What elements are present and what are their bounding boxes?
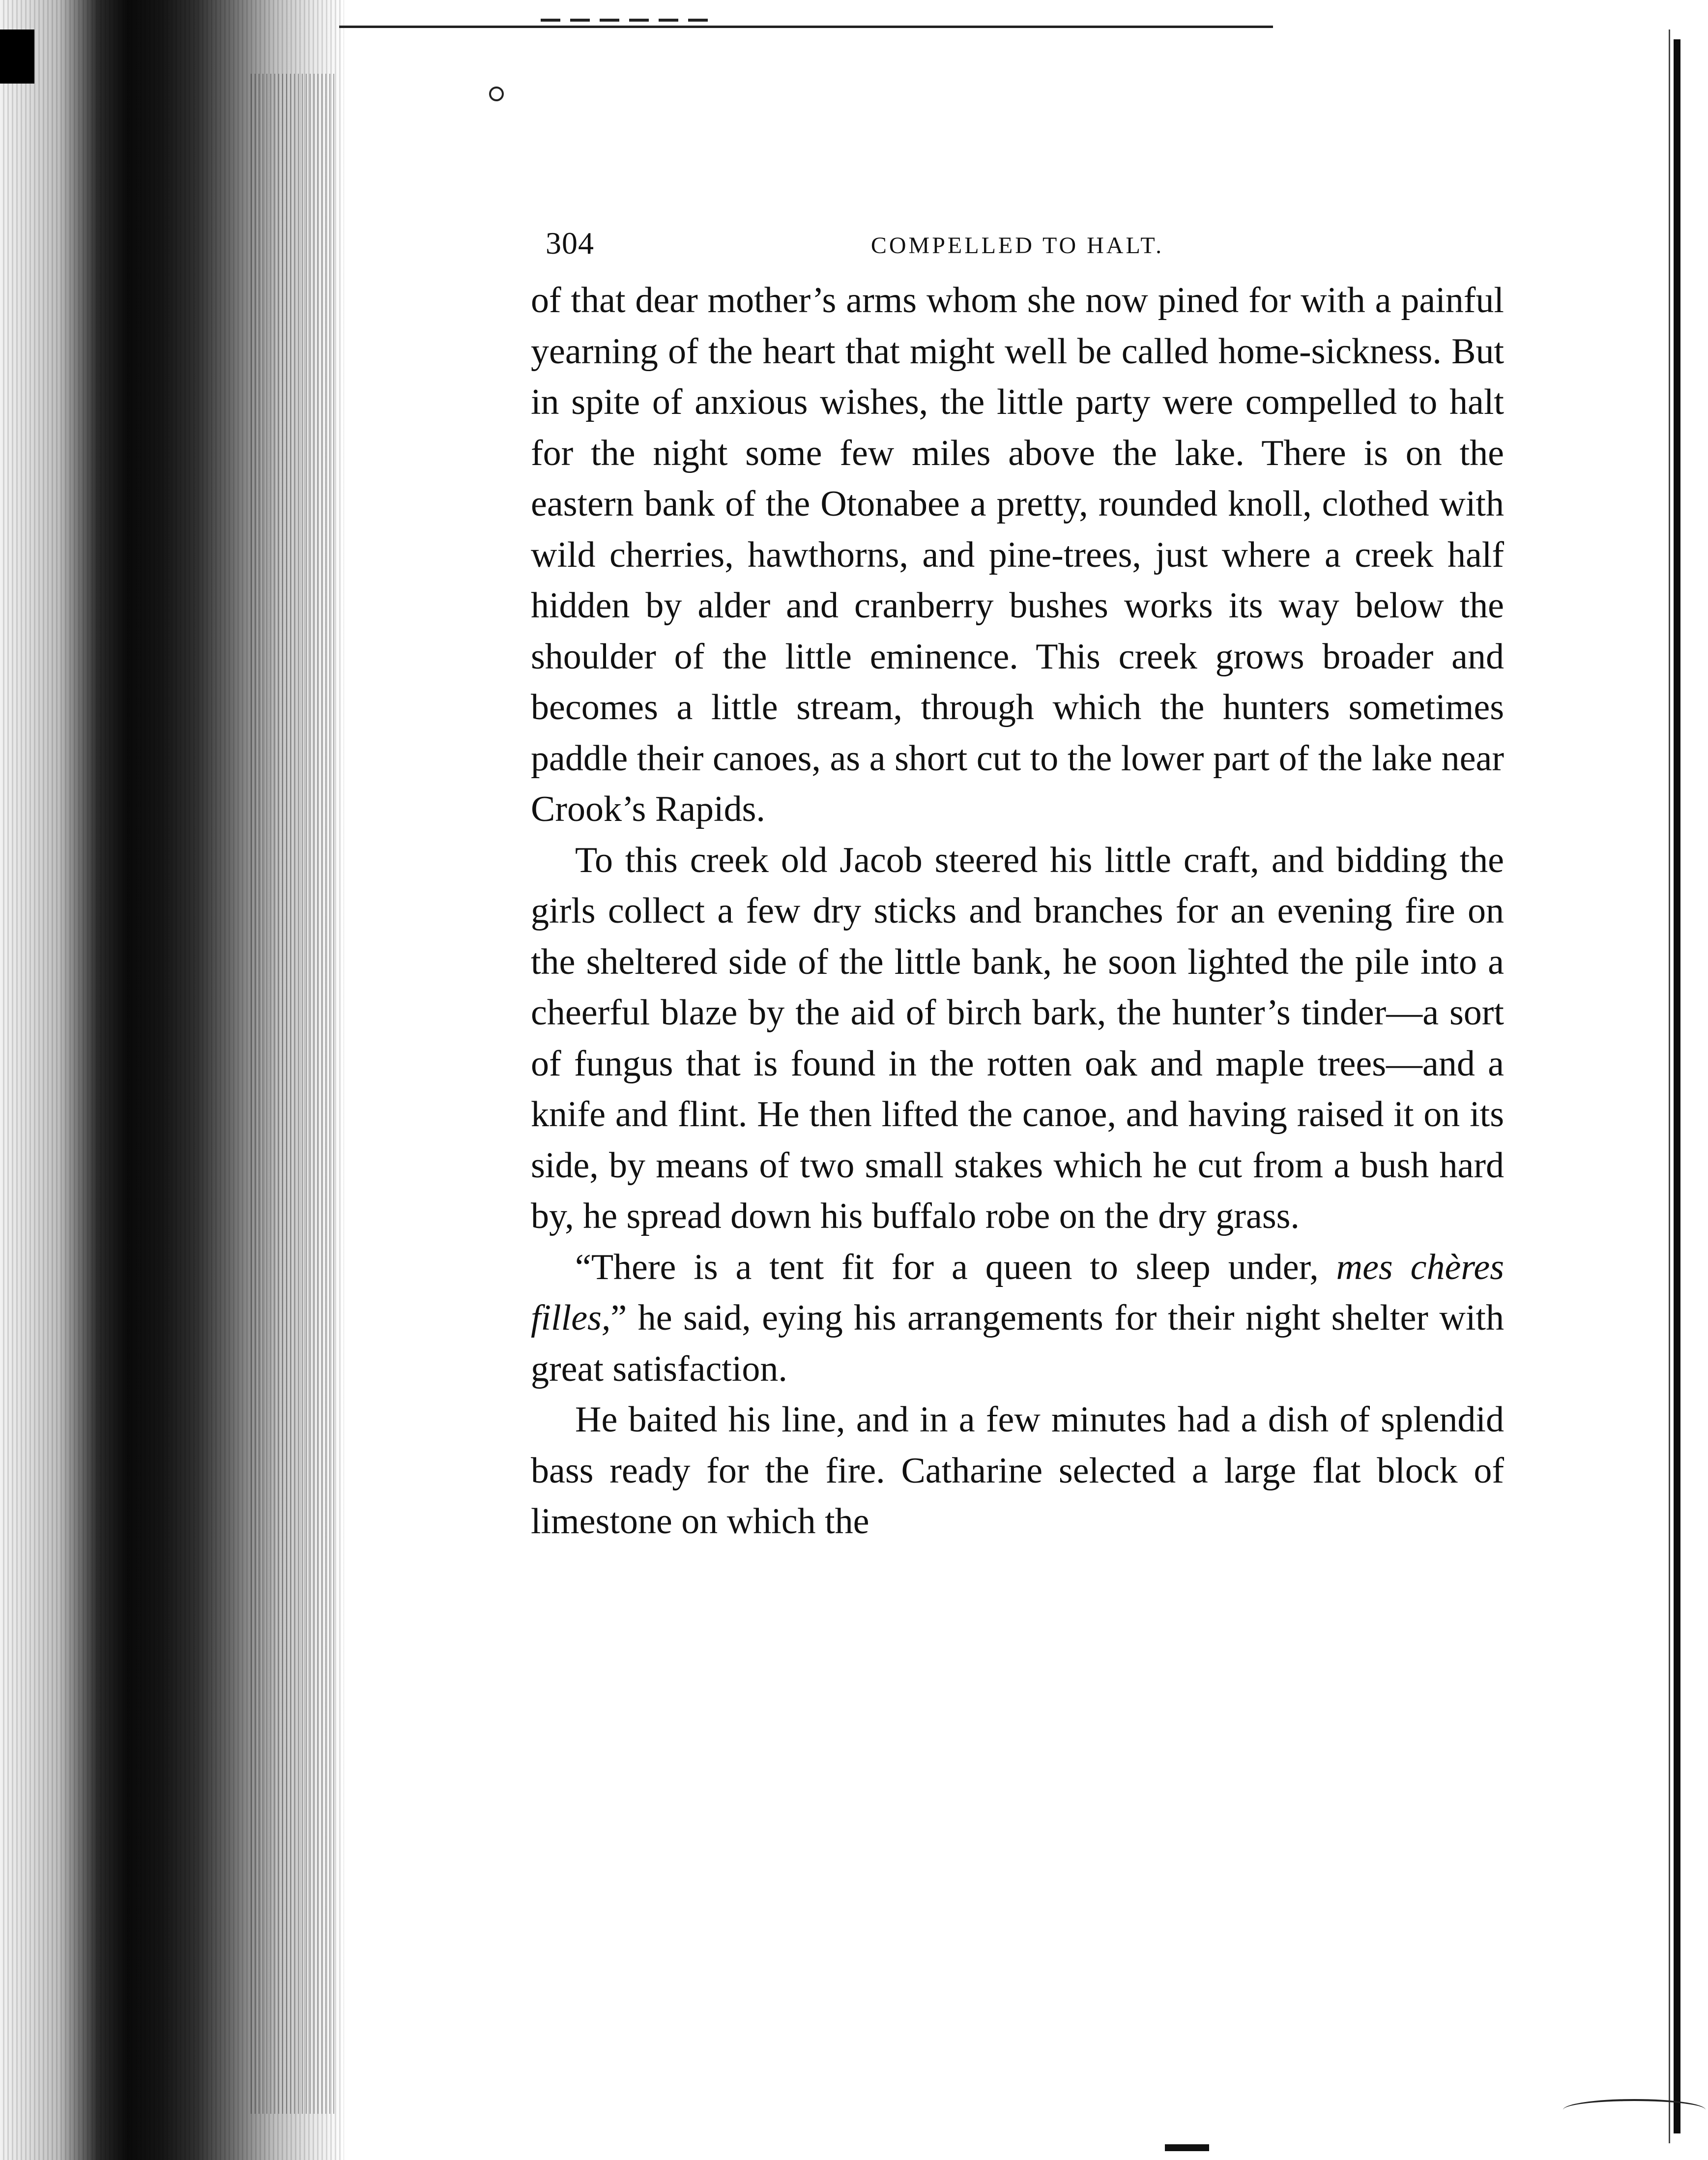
italic-phrase: mes chères filles, — [531, 1247, 1505, 1338]
top-dashed-line — [541, 19, 708, 22]
paragraph-text: “There is a tent fit for a queen to sleep under, — [575, 1247, 1336, 1287]
paragraph: He baited his line, and in a few minutes had a dish of splendid bass ready for the fire. Catharine selected a large flat block of limestone on which the — [531, 1400, 1504, 1542]
bottom-corner-curve — [1563, 2099, 1706, 2121]
scan-artifact — [0, 29, 34, 84]
paragraph: of that dear mother’s arms whom she now pined for with a painful yearning of the heart that might well be called home-sickness. But in spite of anxious wishes, the little party were compelled to halt for the night some few miles above the lake. There is on the eastern bank of the Otonabee a pretty, rounded knoll, clothed with wild cherries, hawthorns, and pine-trees, just where a creek half hidden by alder and cranberry bushes works its way below the shoulder of the little eminence. This creek grows broader and becomes a little stream, through which the hunters sometimes paddle their canoes, as a short cut to the lower part of the lake near Crook’s Rapids. — [531, 280, 1504, 829]
running-head: COMPELLED TO HALT. — [870, 233, 1164, 259]
paragraph-text: ” he said, eying his arrangements for their night shelter with great satisfaction. — [531, 1298, 1504, 1389]
page-header — [531, 211, 1504, 270]
page-edges — [251, 74, 334, 2114]
page-number: 304 — [546, 226, 594, 261]
corner-mark — [489, 87, 504, 101]
book-page — [531, 211, 1504, 1547]
body-text — [531, 275, 1504, 1547]
right-border-thin — [1669, 29, 1670, 2143]
bottom-scan-mark — [1165, 2144, 1209, 2151]
paragraph: To this creek old Jacob steered his little craft, and bidding the girls collect a few dry sticks and branches for an evening fire on the sheltered side of the little bank, he soon lighted the pile into a cheerful blaze by the aid of birch bark, the hunter’s tinder—a sort of fungus that is found in the rotten oak and maple trees—and a knife and flint. He then lifted the canoe, and having raised it on its side, by means of two small stakes which he cut from a bush hard by, he spread down his buffalo robe on the dry grass. — [531, 840, 1504, 1236]
paragraph-with-italic — [531, 1242, 1504, 1395]
right-border-line — [1674, 39, 1680, 2133]
top-border-line — [339, 26, 1273, 28]
